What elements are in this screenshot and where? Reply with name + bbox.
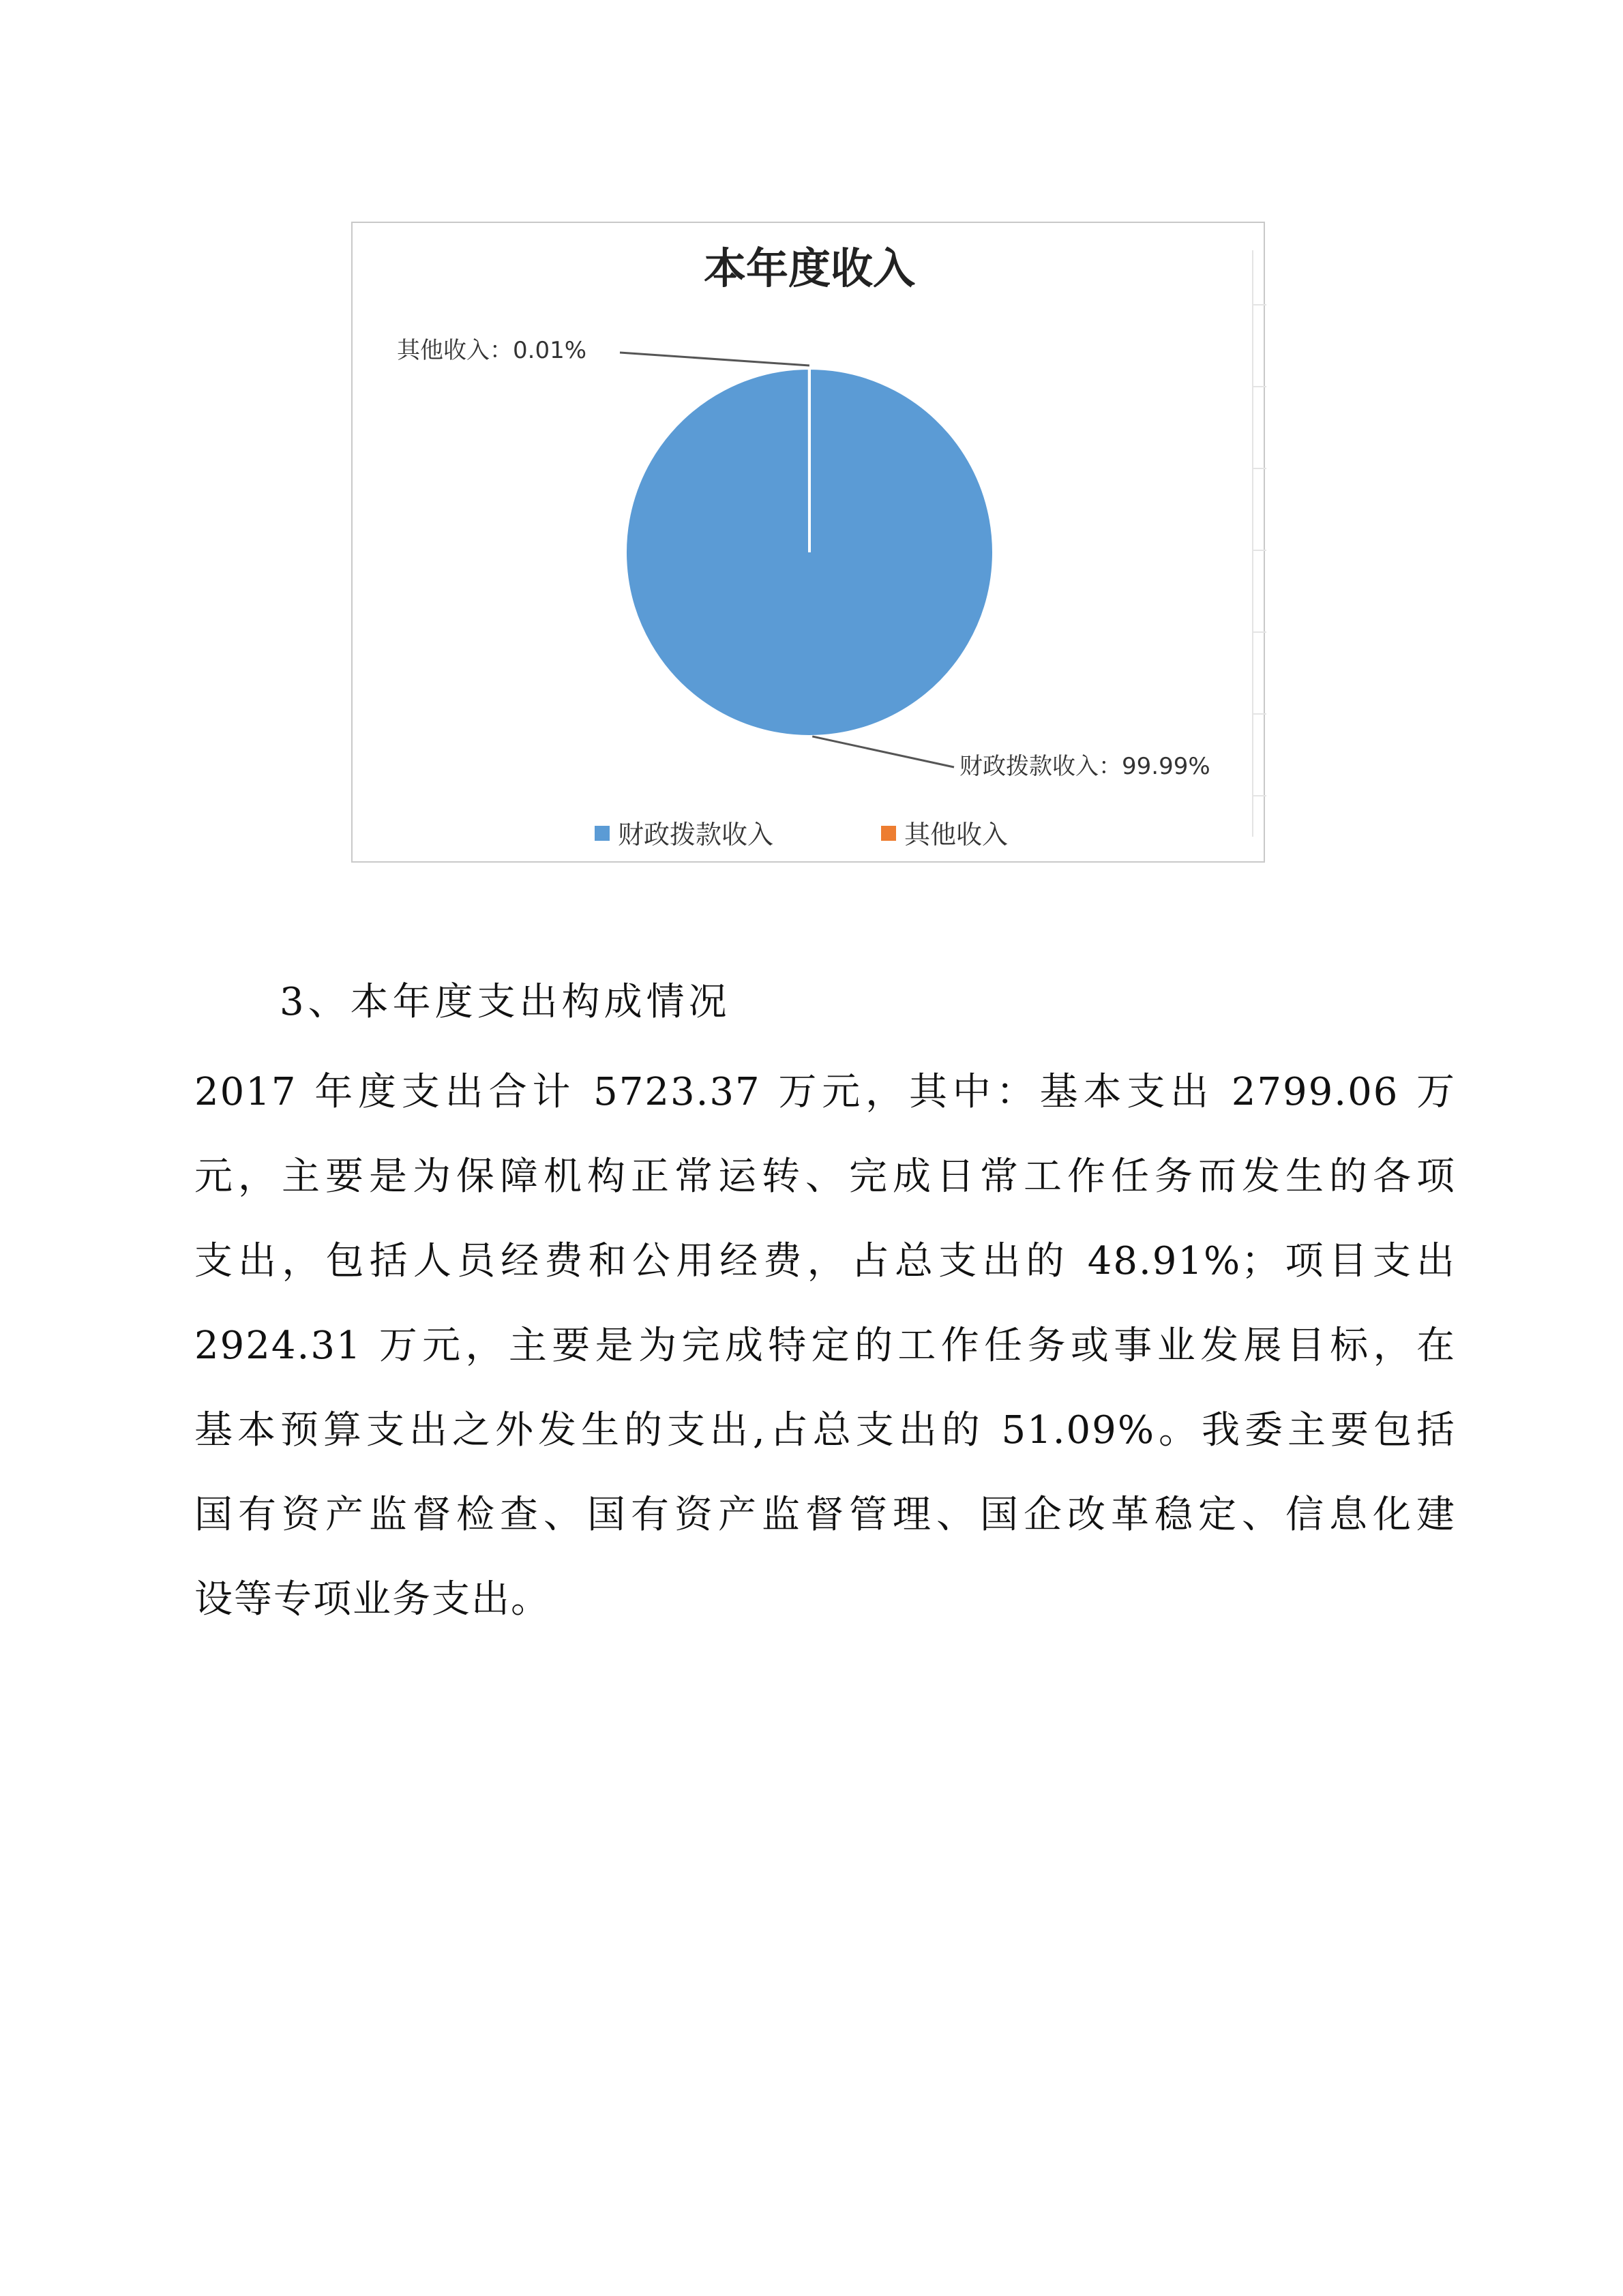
chart-legend	[595, 820, 1008, 850]
leader-line-1	[812, 736, 954, 767]
paragraph-line: 元，主要是为保障机构正常运转、完成日常工作任务而发生的各项	[194, 1154, 1456, 1199]
income-pie-chart	[351, 222, 1265, 863]
legend-swatch-1	[595, 826, 610, 841]
paragraph-line: 支出，包括人员经费和公用经费，占总支出的 48.91%；项目支出	[194, 1239, 1456, 1283]
legend-label-1: 财政拨款收入	[618, 820, 774, 850]
paragraph-line: 设等专项业务支出。	[194, 1577, 550, 1622]
pie-chart-canvas	[353, 223, 1266, 864]
paragraph-line: 国有资产监督检查、国有资产监督管理、国企改革稳定、信息化建	[194, 1493, 1456, 1537]
background-gridlines	[1253, 250, 1266, 837]
chart-title: 本年度收入	[703, 243, 916, 293]
expenditure-paragraph	[194, 1050, 1456, 1642]
legend-label-2: 其他收入	[904, 820, 1009, 850]
data-label-2: 其他收入：0.01%	[397, 337, 587, 364]
section-heading: 3、本年度支出构成情况	[280, 980, 731, 1024]
pie-slices	[625, 368, 994, 736]
paragraph-line: 基本预算支出之外发生的支出,占总支出的 51.09%。我委主要包括	[194, 1408, 1456, 1452]
paragraph-line: 2017 年度支出合计 5723.37 万元，其中：基本支出 2799.06 万	[194, 1070, 1456, 1114]
leader-line-2	[620, 353, 809, 366]
legend-swatch-2	[881, 826, 896, 841]
paragraph-line: 2924.31 万元，主要是为完成特定的工作任务或事业发展目标，在	[194, 1324, 1456, 1368]
data-label-1: 财政拨款收入：99.99%	[959, 753, 1210, 780]
